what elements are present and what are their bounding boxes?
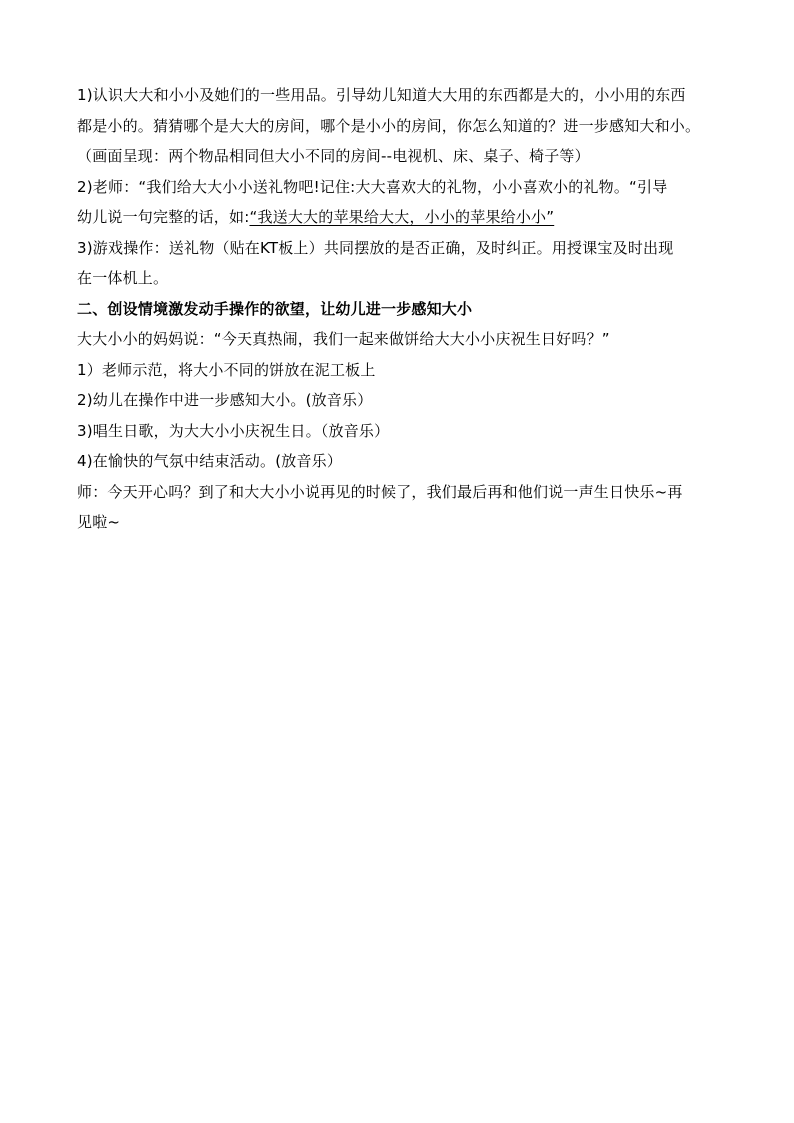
closing-line-1: 师：今天开心吗？到了和大大小小说再见的时候了，我们最后再和他们说一声生日快乐~再 — [77, 482, 683, 501]
activity-step-3-line-1: 3)游戏操作：送礼物（贴在KT板上）共同摆放的是否正确，及时纠正。用授课宝及时出现 — [77, 238, 674, 257]
activity-step-1-note: （画面呈现：两个物品相同但大小不同的房间--电视机、床、桌子、椅子等） — [77, 147, 590, 165]
activity-step-2-line-2 — [77, 202, 727, 233]
activity-step-1-line-1: 1)认识大大和小小及她们的一些用品。引导幼儿知道大大用的东西都是大的，小小用的东西 — [77, 86, 686, 104]
section-heading: 二、创设情境激发动手操作的欲望，让幼儿进一步感知大小 — [77, 299, 473, 318]
document-body — [77, 80, 727, 538]
section-step-4: 4)在愉快的气氛中结束活动。(放音乐） — [77, 452, 343, 470]
section-step-3: 3)唱生日歌，为大大小小庆祝生日。（放音乐） — [77, 421, 390, 440]
activity-step-2-line-1: 2)老师：“我们给大大小小送礼物吧!记住:大大喜欢大的礼物，小小喜欢小的礼物。“引导 — [77, 177, 668, 196]
activity-step-1-line-2: 都是小的。猜猜哪个是大大的房间，哪个是小小的房间，你怎么知道的？进一步感知大和小。 — [77, 116, 701, 135]
example-sentence: “我送大大的苹果给大大，小小的苹果给小小” — [249, 208, 555, 226]
section-step-1: 1）老师示范，将大小不同的饼放在泥工板上 — [77, 360, 376, 379]
activity-step-3-line-2: 在一体机上。 — [77, 269, 169, 287]
activity-step-2-prefix: 幼儿说一句完整的话，如: — [77, 208, 250, 226]
closing-line-2: 见啦~ — [77, 513, 121, 531]
section-step-2: 2)幼儿在操作中进一步感知大小。(放音乐） — [77, 391, 373, 409]
mother-quote: 大大小小的妈妈说：“今天真热闹，我们一起来做饼给大大小小庆祝生日好吗？” — [77, 330, 610, 348]
